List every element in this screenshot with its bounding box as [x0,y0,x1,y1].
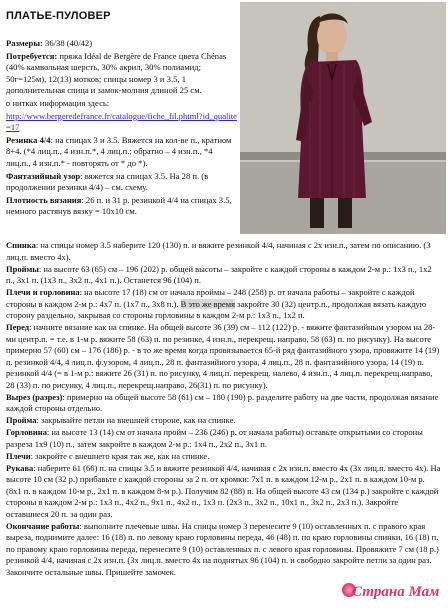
finishing-section [6,521,442,579]
neck-section [6,392,442,415]
sleeves-text: : наберите 61 (66) п. на спицы 3.5 и вяжите резинкой 4/4, начиная с 2х изн.п. вместо 4х (3х лиц.п. вместо 4х). На высоте 10 см (32 р.) прибавьте с каждой стороны за 2 п. от кромки: 7x1 п. в каждом 12-м р., 2x1 п. в каждом 10-м р. (8x1 п. в каждом 10-м р., 2x1 п. в каждом 8-м р.). Получим 82 (88) п. На общей высоте 43 см (134 р.) закройте с каждой стороны в каждом 2-м р.: 1x3 п., 4x2 п., 9x1 п., 4x2 п., 1x3 п. (2x3 п., 3x2 п., 10x1 п., 3x2 п., 2x3 п.). Закройте оставшиеся 20 п. за один раз. [6,462,441,519]
watermark: Страна Мам [352,584,440,600]
rib-text: : на спицах 3 и 3.5. Вяжется на кол-ве п., кратном 8+4. (*4 лиц.п., 4 изн.п.*, 4 лиц.п.; обратно – 4 изн.п., *4 лиц.п., 4 изн.п.* - повторять от * до *). [6,134,232,168]
instructions [6,240,442,579]
shoulder2-text: : закройте с внешнего края так же, как на спинке. [30,450,210,461]
armhole2-text: : закрывайте петли на внешней стороне, как на спинке. [36,415,236,425]
front-text: : начните вязание как на спинке. На общей высоте 36 (39) см – 112 (122) р. - вяжите фантазийным узором на 28-ми центр.п. = т.е. в 1-м р. вяжите 58 (63) п. по резинке, 4 изн.п., перекрещ. направо, 58 (63) п. по рисунку). На высоте примерно 57 (60) см – 176 (186) р. - в то же время когда провязывается 65-й ряд фантазийного узора, провяжите 14 (19) п. резинкой 4/4, 4 лиц.п. ф.узором, 4 лиц.п., 28 п. фантазийного узора, 4 лиц.п., 28 п. фантазийного узора, 14 (19) п. резинкой 4/4 (= в 1-м р.: вяжите 26 (31) п. по рисунку, 4 лиц.п. перекрещ. налево, 4 изн.п., 4 лиц.п. перекрещ.направо, 28 (33) п. по рисунку, 4 лиц.п., перекрещ.направо, 26(31) п. по рисунку). [6,322,440,390]
armhole2-label: Пройма [6,415,37,425]
fancy-text: : вяжется на спицах 3.5. На 28 п. (в продолжении резинки 4/4) – см. схему. [6,170,209,193]
shoulders-text-b: закройте 30 (32) центр.п., продолжая вязать каждую сторону раздельно, закрывая со стороны горловины в каждом 2-м р.: 1x3 п., 1x2 п. [6,298,427,320]
armhole2-section [6,415,442,427]
neckline-label: Горловина [6,427,47,437]
materials-column [6,38,238,219]
shoulders-label: Плечи и горловина [6,287,80,297]
neckline-text: : на высоте 13 (14) см от начала пройм – 236 (246) р. от начала работы) оставьте открытыми со стороны разреза 1x9 (10) п., затем закройте в каждом 2-м р.: 1x4 п., 2x2 п., 3x1 п. [6,427,423,449]
model-photo [240,2,446,234]
fancy-label: Фантазийный узор [6,170,81,181]
density-line [6,195,238,218]
needed-line [6,51,238,97]
size-line [6,38,238,50]
model-illustration [240,2,446,234]
fancy-line [6,171,238,194]
same-time-highlight: В это же время [180,298,235,309]
needed-label: Потребуется: [6,50,58,61]
page-title: ПЛАТЬЕ-ПУЛОВЕР [6,10,111,22]
rib-line [6,135,238,170]
size-value: 36/38 (40/42) [42,38,93,48]
back-section [6,240,442,263]
threads-line: о нитках информация здесь: [6,97,110,108]
back-label: Спинка [6,240,36,250]
sleeves-section [6,463,442,521]
armholes-label: Проймы [6,263,39,274]
size-label: Размеры: [6,38,43,48]
armholes-text: : на высоте 63 (65) см – 196 (202) р. общей высоты – закройте с каждой стороны в каждом 2-м р.: 1x3 п., 1x2 п., 3x1 п. (1x3 п., 3x2 п., 4x1 п.). Останется 96 (104) п. [6,263,432,285]
front-label: Перед [6,322,30,332]
neckline-section [6,427,442,450]
neck-label: Вырез (разрез) [6,391,63,402]
front-section [6,322,442,391]
density-label: Плотность вязания [6,194,82,205]
density-text: : 26 п. и 31 р. резинкой 4/4 на спицах 3.5, немного растянув вязку = 10x10 см. [6,194,232,217]
shoulder2-section [6,451,442,463]
finishing-text: : выполните плечевые швы. На спицы номер 3 перенесите 9 (10) оставленных п. с правого края выреза, поднимите далее: 16 (18) п. по левому краю горловины переда, 46 (48) п. по краю горловины спинки, 16 (18) п. по правому краю горловины переда, перенесите 9 (10) оставленных п. с левого края горловины. Провяжите 7 см (18 р.) резинкой 4/4, начиная с 2х изн.п. (3х лиц.п. вместо 4х на поднятых 96 (104) п. и свободно закройте петли за один раз. Закончите остальные швы. Пришейте замочек. [6,520,439,577]
neck-text: : примерно на общей высоте 58 (61) см – 180 (190) р. разделите работу на две части, продолжая вязание каждой стороны отдельно. [6,391,439,413]
armholes-section [6,264,442,287]
rib-label: Резинка 4/4 [6,134,51,145]
shoulder2-label: Плечи [6,450,31,461]
shoulders-text-a: : на высоте 17 (18) см от начала проймы – 248 (258) р. от начала работы – закройте с каждой стороны в каждом 2-м р.: 4x7 п. (1x7 п., 3x8 п.). [6,287,415,309]
needed-text: пряжа Idéal de Bergère de France цвета Chénas (40% камвольная шерсть, 30% акрил, 30% полиамид; 50г=125м), 12(13) мотков; спицы номер 3 и 3.5, 1 дополнительная спица и замок-молния длиной 25 см. [6,50,227,96]
finishing-label: Окончание работы [6,520,80,531]
sleeves-label: Рукава [6,462,34,473]
shoulders-section [6,287,442,322]
back-text: : на спицы номер 3.5 наберите 120 (130) п. и вяжите резинкой 4/4, начиная с 2х изн.п., затем по описанию. (3 лиц.п. вместо 4х). [6,240,431,262]
yarn-link[interactable]: http://www.bergeredefrance.fr/catalogue/fiche_fil.phtml?id_qualite=17 [6,110,237,133]
